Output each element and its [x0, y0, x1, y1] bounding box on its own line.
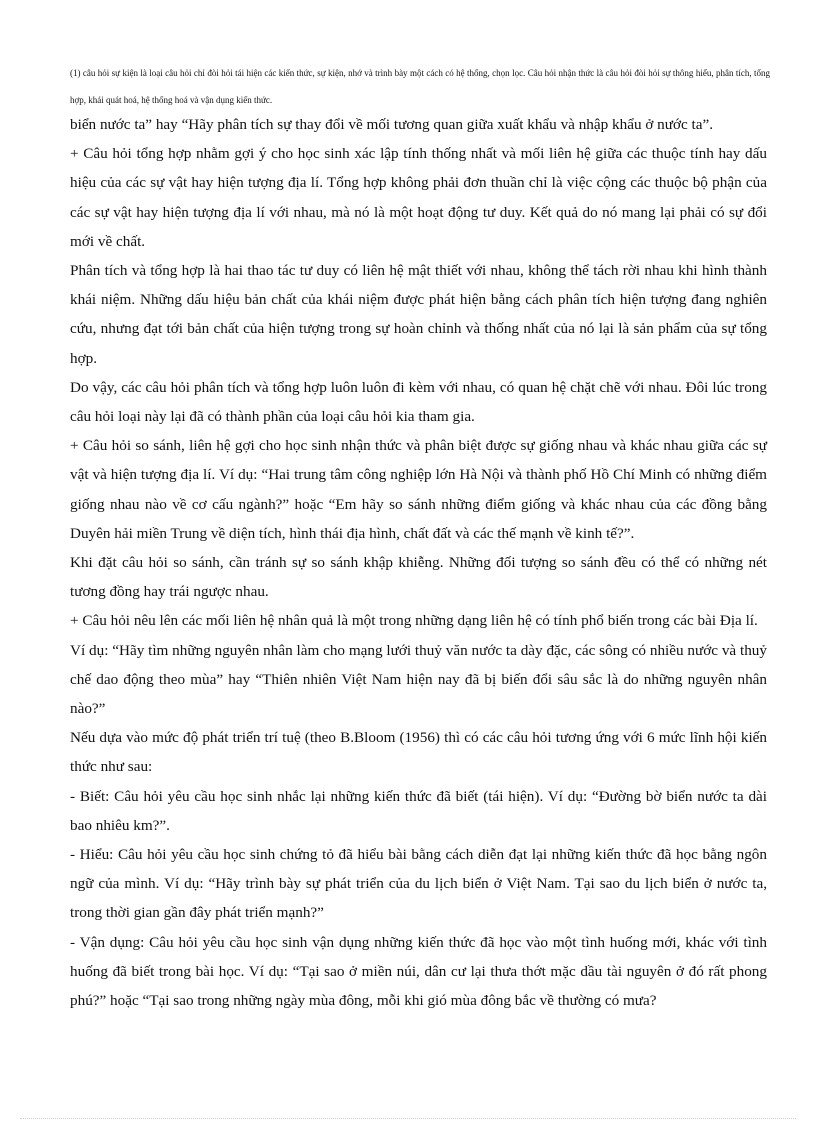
paragraph: + Câu hỏi so sánh, liên hệ gợi cho học sinh nhận thức và phân biệt được sự giống nhau và khác nhau giữa các sự vật và hiện tượng địa lí. Ví dụ: “Hai trung tâm công nghiệp lớn Hà Nội và thành phố Hồ Chí Minh có những điểm giống nhau nào về cơ cấu ngành?” hoặc “Em hãy so sánh những điểm giống và khác nhau của các đồng bằng Duyên hải miền Trung về diện tích, hình thái địa hình, chất đất và các thế mạnh về kinh tế?”.	[70, 437, 767, 542]
footnote: (1) câu hỏi sự kiện là loại câu hỏi chỉ đòi hỏi tái hiện các kiến thức, sự kiện, nhớ và trình bày một cách có hệ thống, chọn lọc. Câu hỏi nhận thức là câu hỏi đòi hỏi sự thông hiểu, phân tích, tổng hợp, khái quát hoá, hệ thống hoá và vận dụng kiến thức.	[70, 68, 770, 105]
paragraph: Ví dụ: “Hãy tìm những nguyên nhân làm cho mạng lưới thuỷ văn nước ta dày đặc, các sông có nhiều nước và thuỷ chế dao động theo mùa” hay “Thiên nhiên Việt Nam hiện nay đã bị biến đổi sâu sắc là do những nguyên nhân nào?”	[70, 641, 767, 718]
paragraph: Phân tích và tổng hợp là hai thao tác tư duy có liên hệ mật thiết với nhau, không thể tách rời nhau khi hình thành khái niệm. Những dấu hiệu bản chất của khái niệm được phát hiện bằng cách phân tích hiện tượng đang nghiên cứu, nhưng đạt tới bản chất của hiện tượng trong sự hoàn chỉnh và thống nhất của nó lại là sản phẩm của sự tổng hợp.	[70, 262, 767, 367]
paragraph: Khi đặt câu hỏi so sánh, cần tránh sự so sánh khập khiễng. Những đối tượng so sánh đều có thể có những nét tương đồng hay trái ngược nhau.	[70, 554, 767, 601]
paragraph: - Hiểu: Câu hỏi yêu cầu học sinh chứng tỏ đã hiểu bài bằng cách diễn đạt lại những kiến thức đã học bằng ngôn ngữ của mình. Ví dụ: “Hãy trình bày sự phát triển của du lịch biển ở Việt Nam. Tại sao du lịch biển ở nước ta, trong thời gian gần đây phát triển mạnh?”	[70, 846, 767, 922]
document-body	[70, 110, 767, 1015]
paragraph: - Vận dụng: Câu hỏi yêu cầu học sinh vận dụng những kiến thức đã học vào một tình huống mới, khác với tình huống đã biết trong bài học. Ví dụ: “Tại sao ở miền núi, dân cư lại thưa thớt mặc dầu tài nguyên ở đó rất phong phú?” hoặc “Tại sao trong những ngày mùa đông, mỗi khi gió mùa đông bắc về thường có mưa?	[70, 933, 767, 1010]
paragraph: Do vậy, các câu hỏi phân tích và tổng hợp luôn luôn đi kèm với nhau, có quan hệ chặt chẽ với nhau. Đôi lúc trong câu hỏi loại này lại đã có thành phần của loại câu hỏi kia tham gia.	[70, 378, 767, 426]
paragraph: + Câu hỏi nêu lên các mối liên hệ nhân quả là một trong những dạng liên hệ có tính phổ biến trong các bài Địa lí.	[70, 612, 758, 630]
paragraph: + Câu hỏi tổng hợp nhằm gợi ý cho học sinh xác lập tính thống nhất và mối liên hệ giữa các thuộc tính hay dấu hiệu của các sự vật hay hiện tượng địa lí. Tổng hợp không phải đơn thuần chỉ là việc cộng các thuộc bộ phận của các sự vật hay hiện tượng địa lí với nhau, mà nó là một hoạt động tư duy. Kết quả do nó mang lại phải có sự đổi mới về chất.	[70, 145, 767, 250]
page-bottom-divider	[20, 1118, 796, 1119]
paragraph: biển nước ta” hay “Hãy phân tích sự thay đổi về mối tương quan giữa xuất khẩu và nhập khẩu ở nước ta”.	[70, 116, 714, 133]
paragraph: Nếu dựa vào mức độ phát triển trí tuệ (theo B.Bloom (1956) thì có các câu hỏi tương ứng với 6 mức lĩnh hội kiến thức như sau:	[70, 729, 767, 776]
paragraph: - Biết: Câu hỏi yêu cầu học sinh nhắc lại những kiến thức đã biết (tái hiện). Ví dụ: “Đường bờ biển nước ta dài bao nhiêu km?”.	[70, 787, 767, 834]
